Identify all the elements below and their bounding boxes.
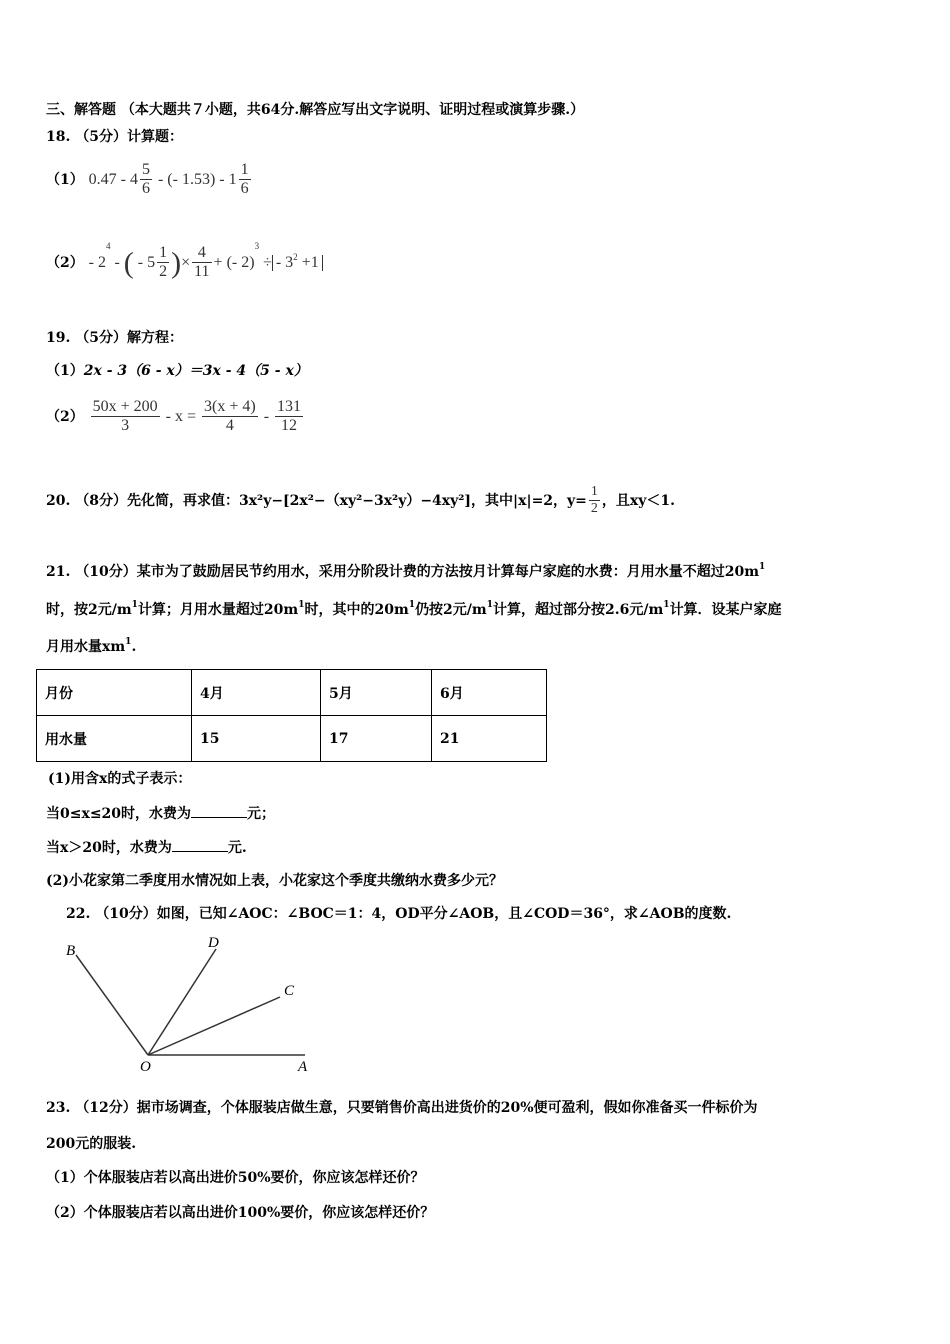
q18-p1-frac2 (239, 161, 251, 199)
q18-p2-e: + (- 2) (213, 253, 255, 271)
answer-blank[interactable] (172, 839, 228, 852)
table-header-cell: 4月 (192, 670, 321, 716)
q18-p2-frac1 (157, 244, 169, 282)
table-row (37, 716, 547, 762)
table-header-cell: 5月 (321, 670, 432, 716)
q21-sub1b (46, 839, 247, 855)
q19-p2-frac3-den: 12 (281, 417, 298, 435)
q21-l2-p3: 仍按2元/m (415, 602, 487, 618)
q21-sub1: (1)用含x的式子表示： (48, 771, 192, 787)
q18-part1-expr (88, 161, 253, 198)
q20-y-num: 1 (589, 484, 600, 501)
q19-p2-frac1 (91, 398, 160, 436)
q21-line1-text: 21. （10分）某市为了鼓励居民节约用水，采用分阶段计费的方法按月计算每户家庭的水费：月用水量不超过20m (46, 564, 760, 580)
water-usage-table (36, 669, 547, 762)
q18-p1-b: - (- 1.53) - 1 (153, 170, 237, 188)
q18-p2-h-exp: 2 (293, 251, 298, 262)
table-header-cell: 6月 (432, 670, 547, 716)
table-header-cell: 月份 (37, 670, 192, 716)
q21-line3-end: . (131, 639, 137, 655)
label-b: B (66, 943, 76, 959)
q19-p2-frac2 (202, 398, 258, 436)
q18-p2-rparen: ) (171, 245, 182, 279)
q21-line1-sup: 1 (759, 562, 766, 572)
q19-p2-frac2-num: 3(x + 4) (202, 398, 258, 417)
q23-line2: 200元的服装. (46, 1136, 137, 1152)
q18-p2-div: ÷ (259, 253, 272, 271)
q20-text-a: 20. （8分）先化简，再求值：3x²y−[2x²−（xy²−3x²y）−4xy²]，其中|x|=2，y= (46, 492, 587, 509)
q20-y-frac (589, 484, 600, 517)
q21-sub1b-post: 元. (227, 840, 247, 856)
q20-text-b: ，且xy＜1. (601, 492, 676, 509)
q21-l2-sup1: 1 (298, 600, 305, 610)
q19-p2-frac3 (275, 398, 303, 436)
q18-p2-e-exp: 3 (254, 241, 260, 251)
q18-header: 18. （5分）计算题： (46, 129, 183, 145)
q19-part2-label: （2） (46, 408, 84, 425)
q21-l2-p0: 时，按2元/m (46, 602, 132, 618)
q23-part1: （1）个体服装店若以高出进价50%要价，你应该怎样还价？ (46, 1170, 425, 1186)
label-d: D (208, 935, 219, 951)
q18-p2-frac1-num: 1 (157, 244, 169, 263)
q21-sub2: (2)小花家第二季度用水情况如上表，小花家这个季度共缴纳水费多少元？ (46, 873, 503, 889)
q19-part1-expr: 2x - 3（6 - x）＝3x - 4（5 - x） (83, 363, 308, 379)
q21-l2-sup3: 1 (486, 600, 493, 610)
q18-p1-frac2-num: 1 (239, 161, 251, 180)
q18-p2-a: - 2 (88, 253, 106, 271)
q21-line1 (46, 562, 766, 580)
q21-l2-sup4: 1 (663, 600, 670, 610)
q19-p2-frac1-den: 3 (121, 417, 130, 435)
table-cell: 21 (432, 716, 547, 762)
q18-p2-lparen: ( (123, 245, 134, 279)
table-cell: 15 (192, 716, 321, 762)
q18-p2-i: +1 (297, 253, 319, 271)
q18-p2-frac2 (192, 244, 211, 282)
q18-p1-frac1 (140, 161, 152, 199)
q18-p1-a: 0.47 - 4 (88, 170, 138, 188)
q18-part2-expr (88, 241, 323, 281)
q18-part1-label: （1） (46, 171, 84, 188)
q18-p2-b: - (110, 253, 124, 271)
q18-part2 (46, 241, 323, 282)
q20-line (46, 484, 675, 517)
q19-part1-label: （1） (46, 363, 84, 379)
q21-sub1a-pre: 当0≤x≤20时，水费为 (46, 806, 192, 822)
q18-p2-a-exp: 4 (105, 241, 111, 251)
q18-p1-frac1-num: 5 (140, 161, 152, 180)
q21-line2 (46, 600, 782, 618)
q18-p2-frac1-den: 2 (159, 263, 168, 281)
q19-p2-frac3-num: 131 (275, 398, 303, 417)
q21-l2-p4: 计算，超过部分按2.6元/m (493, 602, 664, 618)
q19-part2 (46, 398, 305, 436)
label-c: C (284, 983, 295, 999)
q18-p2-c: - 5 (133, 253, 156, 271)
table-cell: 17 (321, 716, 432, 762)
q19-part2-expr (89, 398, 305, 435)
q18-p2-frac2-den: 11 (194, 263, 210, 281)
q18-p2-frac2-num: 4 (192, 244, 211, 263)
q19-header: 19. （5分）解方程： (46, 330, 183, 346)
q20-y-den: 2 (590, 501, 598, 517)
q18-p2-abs (272, 251, 323, 271)
q18-p1-frac1-den: 6 (141, 180, 150, 198)
q21-l2-p5: 计算．设某户家庭 (669, 602, 782, 618)
q19-p2-tail: - (259, 407, 274, 425)
q21-line3-sup: 1 (125, 637, 132, 647)
q18-part2-label: （2） (46, 254, 84, 271)
angle-figure (62, 935, 312, 1075)
q21-l2-sup2: 1 (408, 600, 416, 610)
table-row (37, 670, 547, 716)
q21-sub1a-post: 元； (247, 806, 276, 822)
q19-part1 (46, 364, 308, 378)
q19-p2-mid: - x = (161, 407, 201, 425)
q21-sub1a (46, 805, 275, 821)
q21-line3 (46, 637, 137, 655)
answer-blank[interactable] (191, 805, 247, 818)
q19-p2-frac1-num: 50x + 200 (91, 398, 160, 417)
q21-l2-sup0: 1 (131, 600, 138, 610)
q21-line3-text: 月用水量xm (46, 639, 126, 655)
section-title: 三、解答题 （本大题共７小题，共64分.解答应写出文字说明、证明过程或演算步骤.） (46, 102, 585, 118)
q21-l2-p1: 计算；月用水量超过20m (137, 602, 299, 618)
label-o: O (140, 1059, 151, 1075)
label-a: A (298, 1059, 308, 1075)
q18-p2-times: × (181, 253, 191, 271)
q23-part2: （2）个体服装店若以高出进价100%要价，你应该怎样还价？ (46, 1205, 435, 1221)
q21-l2-p2: 时，其中的20m (304, 602, 409, 618)
ray-ob (76, 955, 148, 1055)
q18-p2-h: - 3 (275, 253, 294, 271)
ray-od (148, 949, 216, 1055)
q22-text: 22. （10分）如图，已知∠AOC：∠BOC＝1：4，OD平分∠AOB，且∠COD＝36°，求∠AOB的度数. (66, 906, 732, 922)
q19-p2-frac2-den: 4 (225, 417, 234, 435)
ray-oc (148, 997, 280, 1055)
q23-line1: 23. （12分）据市场调查，个体服装店做生意，只要销售价高出进货价的20%便可盈利，假如你准备买一件标价为 (46, 1100, 758, 1116)
q18-part1 (46, 161, 253, 199)
q21-sub1b-pre: 当x＞20时，水费为 (46, 840, 172, 856)
q18-p1-frac2-den: 6 (240, 180, 249, 198)
table-cell: 用水量 (37, 716, 192, 762)
